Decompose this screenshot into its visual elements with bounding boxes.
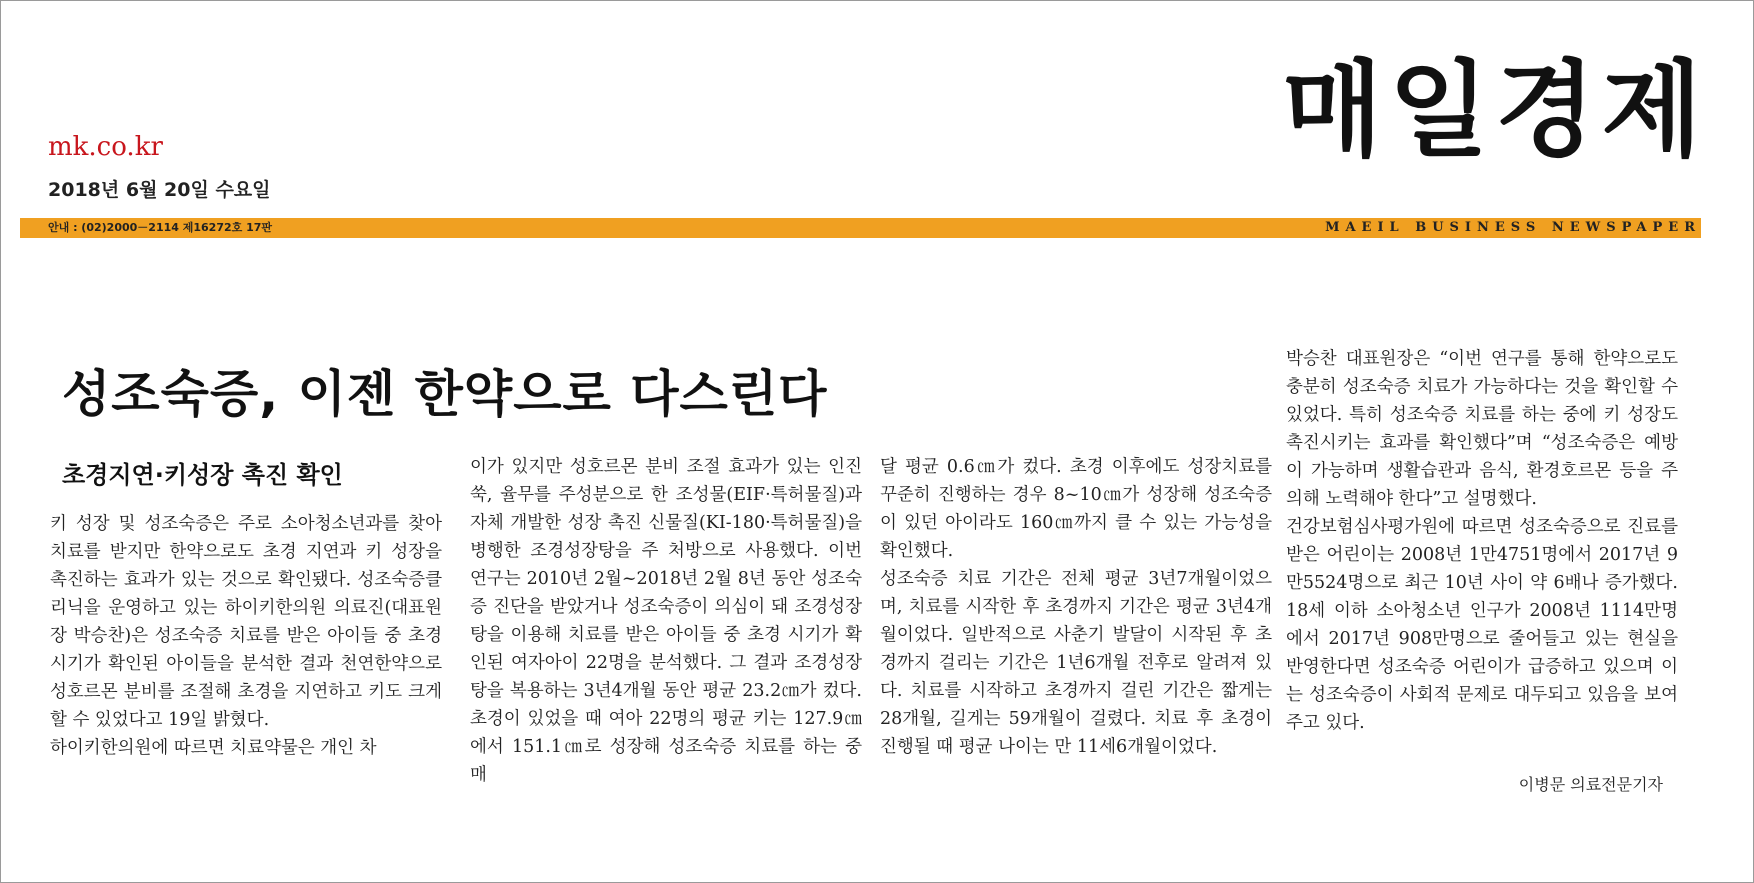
newspaper-title: 매일경제 [1282,49,1708,171]
article-column-4: 박승찬 대표원장은 “이번 연구를 통해 한약으로도 충분히 성조숙증 치료가 가능하다는 것을 확인할 수 있었다. 특히 성조숙증 치료를 하는 중에 키 성장도 촉진시키는 효과를 확인했다”며 “성조숙증은 예방이 가능하며 생활습관과 음식, 환경호르몬 등을 주의해 노력해야 한다”고 설명했다. 건강보험심사평가원에 따르면 성조숙증으로 진료를 받은 어린이는 2008년 1만4751명에서 2017년 9만5524명으로 최근 10년 사이 약 6배나 증가했다. 18세 이하 소아청소년 인구가 2008년 1114만명에서 2017년 908만명으로 줄어들고 있는 현실을 반영한다면 성조숙증 어린이가 급증하고 있으며 이는 성조숙증이 사회적 문제로 대두되고 있음을 보여주고 있다. [1286,349,1678,733]
article-subheadline: 초경지연·키성장 촉진 확인 [62,461,343,489]
site-url[interactable]: mk.co.kr [48,132,163,162]
article-headline: 성조숙증, 이젠 한약으로 다스린다 [62,365,828,423]
issue-info: 안내 : (02)2000－2114 제16272호 17판 [48,221,273,234]
article-column-2: 이가 있지만 성호르몬 분비 조절 효과가 있는 인진쑥, 율무를 주성분으로 한 조성물(EIF·특허물질)과 자체 개발한 성장 촉진 신물질(KI-180·특허물질)을 병행한 조경성장탕을 주 처방으로 사용했다. 이번 연구는 2010년 2월~2018년 2월 8년 동안 성조숙증 진단을 받았거나 성조숙증이 의심이 돼 조경성장탕을 이용해 치료를 받은 아이들 중 초경 시기가 확인된 여자아이 22명을 분석했다. 그 결과 조경성장탕을 복용하는 3년4개월 동안 평균 23.2㎝가 컸다. 초경이 있었을 때 여아 22명의 평균 키는 127.9㎝에서 151.1㎝로 성장해 성조숙증 치료를 하는 중 매 [470,457,862,785]
article-byline: 이병문 의료전문기자 [1518,775,1663,794]
article-column-1: 키 성장 및 성조숙증은 주로 소아청소년과를 찾아 치료를 받지만 한약으로도 초경 지연과 키 성장을 촉진하는 효과가 있는 것으로 확인됐다. 성조숙증클리닉을 운영하고 있는 하이키한의원 의료진(대표원장 박승찬)은 성조숙증 치료를 받은 아이들 중 초경 시기가 확인된 아이들을 분석한 결과 천연한약으로 성호르몬 분비를 조절해 초경을 지연하고 키도 크게 할 수 있었다고 19일 밝혔다. 하이키한의원에 따르면 치료약물은 개인 차 [50,514,442,758]
newspaper-english-name: MAEIL BUSINESS NEWSPAPER [1325,220,1701,235]
article-column-3: 달 평균 0.6㎝가 컸다. 초경 이후에도 성장치료를 꾸준히 진행하는 경우 8~10㎝가 성장해 성조숙증이 있던 아이라도 160㎝까지 클 수 있는 가능성을 확인했다. 성조숙증 치료 기간은 전체 평균 3년7개월이었으며, 치료를 시작한 후 초경까지 기간은 평균 3년4개월이었다. 일반적으로 사춘기 발달이 시작된 후 초경까지 걸리는 기간은 1년6개월 전후로 알려져 있다. 치료를 시작하고 초경까지 걸린 기간은 짧게는 28개월, 길게는 59개월이 걸렸다. 치료 후 초경이 진행될 때 평균 나이는 만 11세6개월이었다. [880,457,1272,757]
publication-date: 2018년 6월 20일 수요일 [48,179,271,201]
